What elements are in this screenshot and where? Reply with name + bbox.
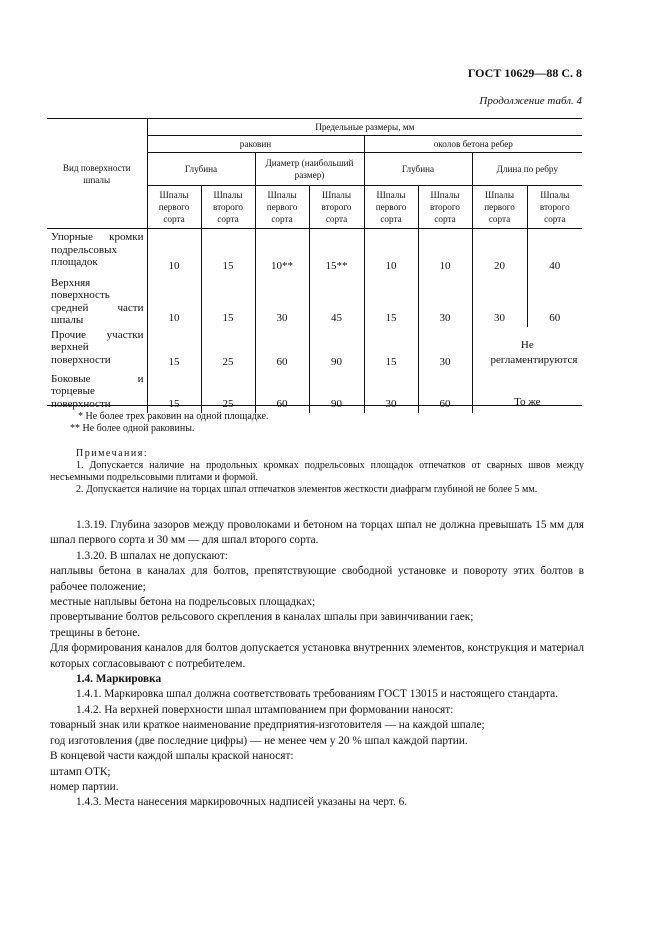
footnote-1: * Не более трех раковин на одной площадке. [78,411,269,422]
table-cell: 15 [147,371,201,413]
table-cell: 30 [472,275,527,327]
row-surface-name: Верхняя поверхность средней части шпалы [47,275,147,327]
body-text [50,518,584,811]
table-cell: 90 [309,327,364,371]
table-cell: 15 [147,327,201,371]
sleeper-grade-1: Шпалы первого сорта [147,186,201,229]
table-cell: 25 [201,327,255,371]
table-cell: 30 [364,371,418,413]
paragraph: 1.3.19. Глубина зазоров между проволоками и бетоном на торцах шпал не должна превышать 15 мм для шпал первого сорта и 30 мм — для шпал второго сорта. [50,519,584,547]
paragraph: 1.4.2. На верхней поверхности шпал штампованием при формовании наносят: [76,703,454,716]
table-cell: 15 [201,275,255,327]
sleeper-grade-1: Шпалы первого сорта [364,186,418,229]
table-cell: 60 [255,371,309,413]
table-cell: 15 [364,275,418,327]
sleeper-grade-2: Шпалы второго сорта [418,186,472,229]
table-row [47,371,582,413]
footnote-divider [47,405,582,406]
row-surface-name: Боковые и торцевые поверхности [47,371,147,413]
table-row [47,229,582,275]
defects-table [47,118,582,413]
notes-block [50,448,584,496]
table-cell: 30 [418,275,472,327]
paragraph: номер партии. [50,780,119,793]
table-row [47,327,582,371]
group-chips-header: околов бетона ребер [364,136,582,153]
table-cell: 15** [309,229,364,275]
paragraph: провертывание болтов рельсового скрепления в каналах шпалы при завинчивании гаек; [50,611,474,624]
table-cell: 10 [147,229,201,275]
table-cell: 30 [255,275,309,327]
footnote-2: ** Не более одной раковины. [70,423,195,434]
row-surface-name: Упорные кромки подрельсовых площадок [47,229,147,275]
table-cell: 40 [527,229,582,275]
sleeper-grade-1: Шпалы первого сорта [472,186,527,229]
table-cell: 90 [309,371,364,413]
table-cell: 30 [418,327,472,371]
paragraph: В концевой части каждой шпалы краской наносят: [50,750,294,763]
paragraph: 1.4.1. Маркировка шпал должна соответствовать требованиям ГОСТ 13015 и настоящего стандарта. [76,688,558,701]
limit-sizes-header: Предельные размеры, мм [147,119,582,136]
paragraph: наплывы бетона в каналах для болтов, препятствующие свободной установке и повороту этих болтов в рабочее положение; [50,565,584,593]
paragraph: трещины в бетоне. [50,626,141,639]
page-header: ГОСТ 10629—88 С. 8 [467,66,582,80]
sleeper-grade-2: Шпалы второго сорта [527,186,582,229]
paragraph: 1.4.3. Места нанесения маркировочных надписей указаны на черт. 6. [76,796,408,809]
paragraph: Для формирования каналов для болтов допускается установка внутренних элементов, конструкция и материал которых согласовывают с потребителем. [50,642,584,670]
paragraph: местные наплывы бетона на подрельсовых площадках; [50,596,316,609]
col-surface-type: Вид поверхности шпалы [47,119,147,229]
table-cell: 60 [255,327,309,371]
note-item: 1. Допускается наличие на продольных кромках подрельсовых площадок отпечатков от сварных швов между несъемными подрельсовыми плитами и формой. [50,460,584,483]
row-surface-name: Прочие участки верхней поверхности [47,327,147,371]
table-cell: 15 [201,229,255,275]
sleeper-grade-2: Шпалы второго сорта [309,186,364,229]
paragraph: штамп ОТК; [50,765,111,778]
note-item: 2. Допускается наличие на торцах шпал отпечатков элементов жесткости диафрагм глубиной не более 5 мм. [76,484,538,495]
section-heading: 1.4. Маркировка [76,673,162,686]
table-cell: 15 [364,327,418,371]
table-cell: 10 [418,229,472,275]
table-cell: 10** [255,229,309,275]
table-row [47,275,582,327]
table-cell: 60 [527,275,582,327]
table-cell: 45 [309,275,364,327]
paragraph: год изготовления (две последние цифры) — не менее чем у 20 % шпал каждой партии. [50,734,468,747]
table-cell: 20 [472,229,527,275]
same-as-above-cell: То же [472,371,582,413]
table-cell: 10 [147,275,201,327]
subgroup-depth-shells: Глубина [147,153,255,186]
subgroup-depth-chips: Глубина [364,153,472,186]
paragraph: товарный знак или краткое наименование предприятия-изготовителя — на каждой шпале; [50,719,485,732]
table-continuation-label: Продолжение табл. 4 [479,95,582,107]
group-shells-header: раковин [147,136,364,153]
subgroup-edge-length: Длина по ребру [472,153,582,186]
sleeper-grade-1: Шпалы первого сорта [255,186,309,229]
notes-title: Примечания: [76,448,149,459]
paragraph: 1.3.20. В шпалах не допускают: [76,549,228,562]
table-cell: 60 [418,371,472,413]
not-regulated-cell: Не регламентируются [472,327,582,371]
subgroup-diameter: Диаметр (наибольший размер) [255,153,364,186]
table-cell: 25 [201,371,255,413]
table-cell: 10 [364,229,418,275]
sleeper-grade-2: Шпалы второго сорта [201,186,255,229]
